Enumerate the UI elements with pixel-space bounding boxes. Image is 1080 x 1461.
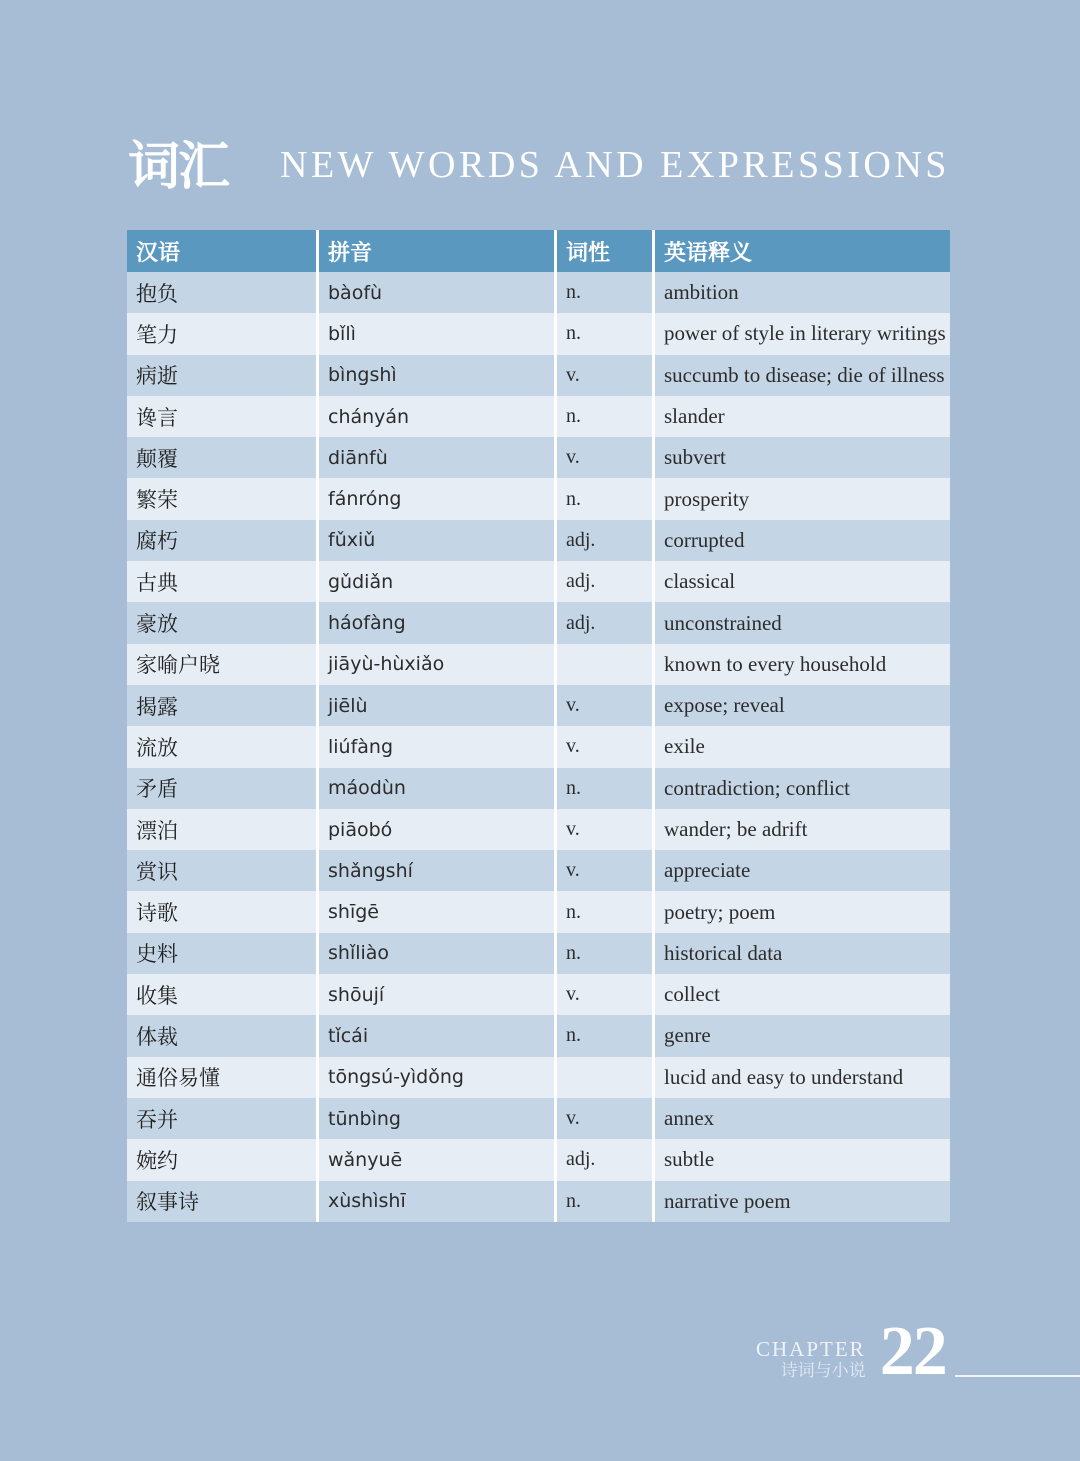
chinese-cell: 婉约	[127, 1139, 318, 1180]
english-cell: prosperity	[654, 478, 951, 519]
part-of-speech-cell: n.	[556, 396, 654, 437]
english-cell: subvert	[654, 437, 951, 478]
pinyin-cell: shōují	[318, 974, 556, 1015]
pinyin-cell: tūnbìng	[318, 1098, 556, 1139]
part-of-speech-cell: n.	[556, 1015, 654, 1056]
part-of-speech-cell: v.	[556, 974, 654, 1015]
table-row	[127, 1015, 950, 1056]
table-row	[127, 1139, 950, 1180]
chapter-footer	[756, 1313, 946, 1390]
title-chinese: 词汇	[128, 136, 229, 197]
table-row	[127, 726, 950, 767]
chinese-cell: 吞并	[127, 1098, 318, 1139]
pinyin-cell: gǔdiǎn	[318, 561, 556, 602]
chapter-number: 22	[879, 1313, 946, 1390]
table-row	[127, 313, 950, 354]
part-of-speech-cell: v.	[556, 1098, 654, 1139]
pinyin-cell: bǐlì	[318, 313, 556, 354]
pinyin-cell: jiēlù	[318, 685, 556, 726]
table-row	[127, 437, 950, 478]
pinyin-cell: máodùn	[318, 768, 556, 809]
english-cell: poetry; poem	[654, 891, 951, 932]
part-of-speech-cell: v.	[556, 726, 654, 767]
part-of-speech-cell: v.	[556, 850, 654, 891]
chinese-cell: 颠覆	[127, 437, 318, 478]
english-cell: lucid and easy to understand	[654, 1057, 951, 1098]
english-cell: classical	[654, 561, 951, 602]
vocabulary-table	[127, 230, 950, 1222]
column-header-chinese: 汉语	[127, 230, 318, 272]
table-body	[127, 272, 950, 1222]
part-of-speech-cell: n.	[556, 933, 654, 974]
pinyin-cell: liúfàng	[318, 726, 556, 767]
english-cell: slander	[654, 396, 951, 437]
table-row	[127, 272, 950, 313]
column-header-part-of-speech: 词性	[556, 230, 654, 272]
chinese-cell: 史料	[127, 933, 318, 974]
table-header-row	[127, 230, 950, 272]
english-cell: wander; be adrift	[654, 809, 951, 850]
chinese-cell: 家喻户晓	[127, 644, 318, 685]
table-row	[127, 768, 950, 809]
pinyin-cell: shǎngshí	[318, 850, 556, 891]
english-cell: historical data	[654, 933, 951, 974]
table-row	[127, 602, 950, 643]
footer-divider	[955, 1375, 1080, 1377]
chinese-cell: 豪放	[127, 602, 318, 643]
part-of-speech-cell: n.	[556, 891, 654, 932]
table-row	[127, 974, 950, 1015]
pinyin-cell: wǎnyuē	[318, 1139, 556, 1180]
english-cell: known to every household	[654, 644, 951, 685]
part-of-speech-cell: adj.	[556, 1139, 654, 1180]
english-cell: contradiction; conflict	[654, 768, 951, 809]
chinese-cell: 收集	[127, 974, 318, 1015]
part-of-speech-cell: n.	[556, 768, 654, 809]
english-cell: appreciate	[654, 850, 951, 891]
pinyin-cell: shǐliào	[318, 933, 556, 974]
pinyin-cell: jiāyù-hùxiǎo	[318, 644, 556, 685]
part-of-speech-cell: v.	[556, 355, 654, 396]
english-cell: expose; reveal	[654, 685, 951, 726]
chinese-cell: 腐朽	[127, 520, 318, 561]
part-of-speech-cell: v.	[556, 685, 654, 726]
chinese-cell: 笔力	[127, 313, 318, 354]
table-row	[127, 891, 950, 932]
table-row	[127, 1057, 950, 1098]
table-row	[127, 1098, 950, 1139]
pinyin-cell: tōngsú-yìdǒng	[318, 1057, 556, 1098]
chapter-text	[756, 1338, 866, 1382]
table-row	[127, 478, 950, 519]
column-header-english: 英语释义	[654, 230, 951, 272]
english-cell: annex	[654, 1098, 951, 1139]
chinese-cell: 诗歌	[127, 891, 318, 932]
chinese-cell: 繁荣	[127, 478, 318, 519]
part-of-speech-cell: n.	[556, 1181, 654, 1222]
chinese-cell: 病逝	[127, 355, 318, 396]
english-cell: exile	[654, 726, 951, 767]
table-row	[127, 809, 950, 850]
part-of-speech-cell: n.	[556, 313, 654, 354]
pinyin-cell: bàofù	[318, 272, 556, 313]
table-row	[127, 850, 950, 891]
english-cell: succumb to disease; die of illness	[654, 355, 951, 396]
chinese-cell: 抱负	[127, 272, 318, 313]
english-cell: corrupted	[654, 520, 951, 561]
chinese-cell: 揭露	[127, 685, 318, 726]
chinese-cell: 流放	[127, 726, 318, 767]
part-of-speech-cell: n.	[556, 478, 654, 519]
part-of-speech-cell	[556, 1057, 654, 1098]
part-of-speech-cell: adj.	[556, 520, 654, 561]
table-row	[127, 1181, 950, 1222]
english-cell: genre	[654, 1015, 951, 1056]
part-of-speech-cell	[556, 644, 654, 685]
table-row	[127, 644, 950, 685]
table-row	[127, 685, 950, 726]
english-cell: narrative poem	[654, 1181, 951, 1222]
table-row	[127, 396, 950, 437]
pinyin-cell: diānfù	[318, 437, 556, 478]
chinese-cell: 漂泊	[127, 809, 318, 850]
chinese-cell: 矛盾	[127, 768, 318, 809]
chapter-label: CHAPTER	[756, 1337, 866, 1361]
chinese-cell: 谗言	[127, 396, 318, 437]
table-row	[127, 933, 950, 974]
table-row	[127, 561, 950, 602]
chinese-cell: 通俗易懂	[127, 1057, 318, 1098]
page-title	[128, 124, 950, 199]
pinyin-cell: chányán	[318, 396, 556, 437]
english-cell: ambition	[654, 272, 951, 313]
pinyin-cell: háofàng	[318, 602, 556, 643]
pinyin-cell: piāobó	[318, 809, 556, 850]
table-row	[127, 355, 950, 396]
part-of-speech-cell: adj.	[556, 602, 654, 643]
english-cell: collect	[654, 974, 951, 1015]
pinyin-cell: tǐcái	[318, 1015, 556, 1056]
pinyin-cell: shīgē	[318, 891, 556, 932]
part-of-speech-cell: v.	[556, 809, 654, 850]
column-header-pinyin: 拼音	[318, 230, 556, 272]
english-cell: subtle	[654, 1139, 951, 1180]
part-of-speech-cell: adj.	[556, 561, 654, 602]
table-row	[127, 520, 950, 561]
chapter-title: 诗词与小说	[780, 1361, 866, 1381]
english-cell: power of style in literary writings	[654, 313, 951, 354]
pinyin-cell: bìngshì	[318, 355, 556, 396]
pinyin-cell: fánróng	[318, 478, 556, 519]
chinese-cell: 体裁	[127, 1015, 318, 1056]
chinese-cell: 赏识	[127, 850, 318, 891]
english-cell: unconstrained	[654, 602, 951, 643]
title-english: NEW WORDS AND EXPRESSIONS	[280, 143, 950, 186]
pinyin-cell: xùshìshī	[318, 1181, 556, 1222]
part-of-speech-cell: v.	[556, 437, 654, 478]
pinyin-cell: fǔxiǔ	[318, 520, 556, 561]
chinese-cell: 叙事诗	[127, 1181, 318, 1222]
chinese-cell: 古典	[127, 561, 318, 602]
part-of-speech-cell: n.	[556, 272, 654, 313]
